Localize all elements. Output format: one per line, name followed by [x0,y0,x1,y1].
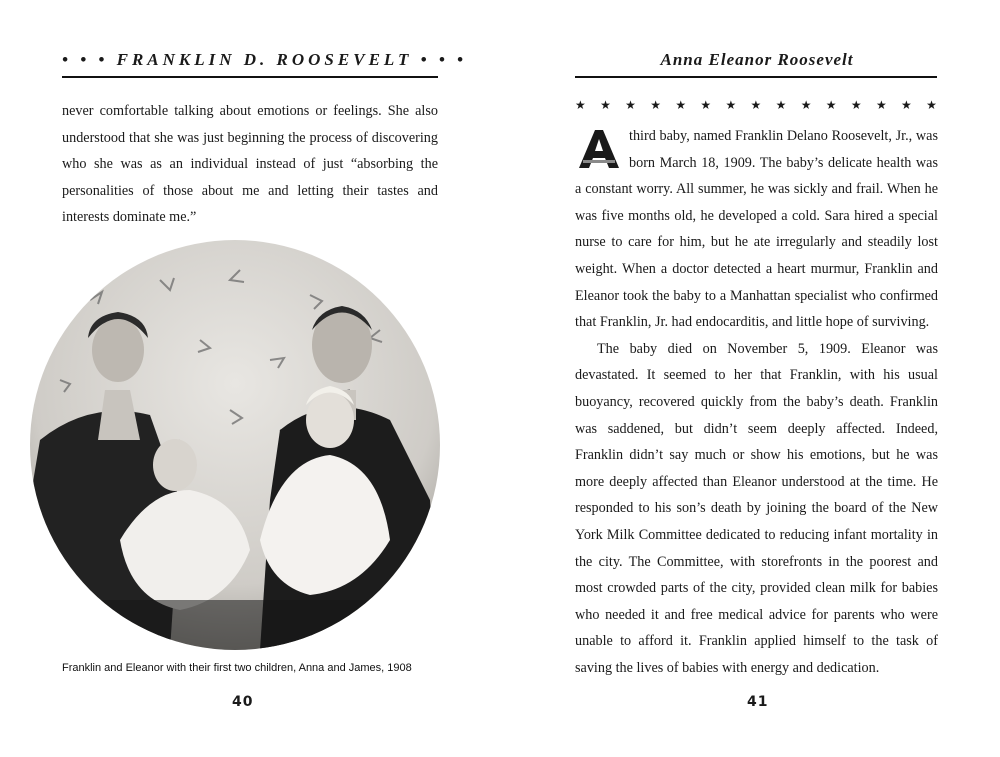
header-rule-right [575,76,937,78]
star-icon: ★ [825,98,837,112]
star-icon: ★ [675,98,687,112]
right-paragraph-1-text: third baby, named Franklin Delano Roosevelt, Jr., was born March 18, 1909. The baby’s delicate health was a constant worry. All summer, he was sickly and frail. When he was five months old, he developed a cold. Sara hired a special nurse to care for him, but he ate irregularly and steadily lost weight. When a doctor detected a heart murmur, Franklin and Eleanor took the baby to a Manhattan specialist who confirmed that Franklin, Jr. had endocarditis, and little hope of surviving. [575,128,938,331]
page-number-left: 40 [232,694,254,710]
left-paragraph-1: never comfortable talking about emotions or feelings. She also understood that she was just beginning the process of discovering who she was as an individual instead of just “absorbing the personalities of those about me and letting their tastes and interests dominate me.” [62,103,438,226]
star-icon: ★ [926,98,937,112]
photo-caption: Franklin and Eleanor with their first two children, Anna and James, 1908 [62,662,412,674]
header-rule-left [62,76,438,78]
right-paragraph-2: The baby died on November 5, 1909. Eleanor was devastated. It seemed to her that Franklin, with his usual buoyancy, recovered quickly from the baby’s death. Franklin was saddened, but didn’t seem deeply affected. Indeed, Franklin didn’t say much or show his emotions, but he was more deeply affected than Eleanor understood at the time. He responded to his son’s death by joining the board of the New York Milk Committee dedicated to reducing infant mortality in the city. The Committee, with storefronts in the poorest and most crowded parts of the city, provided clean milk for babies who needed it and free medical advice for parents who were unable to afford it. Franklin applied himself to the task of saving the lives of babies with energy and dedication. [575,340,938,676]
star-icon: ★ [901,98,912,112]
right-body-text [575,123,938,681]
left-body-text [62,98,438,231]
star-icon: ★ [850,98,862,112]
right-page [500,0,1000,757]
star-icon: ★ [750,98,762,112]
star-ornament-row [575,98,937,112]
running-head-left: • • • FRANKLIN D. ROOSEVELT • • • [62,50,467,69]
star-icon: ★ [800,98,812,112]
family-photo [30,240,440,650]
star-icon: ★ [575,98,586,112]
drop-cap-letter: A [598,170,600,171]
star-icon: ★ [700,98,712,112]
right-paragraph-1 [575,123,938,336]
star-icon: ★ [650,98,661,112]
star-icon: ★ [725,98,737,112]
star-icon: ★ [625,98,636,112]
page-number-right: 41 [747,694,769,710]
drop-cap-a [575,126,623,172]
star-icon: ★ [600,98,611,112]
star-icon: ★ [875,98,887,112]
family-photo-illustration [30,240,440,650]
star-icon: ★ [775,98,787,112]
running-head-right: Anna Eleanor Roosevelt [660,50,854,69]
